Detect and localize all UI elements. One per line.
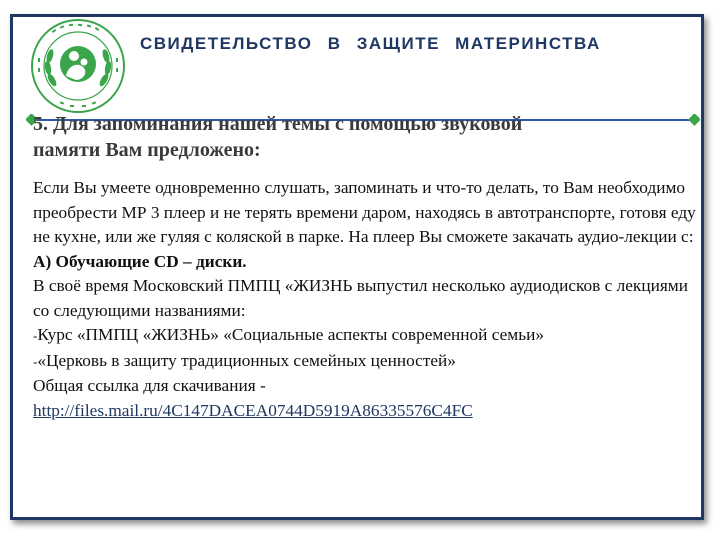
header-title: [140, 34, 700, 54]
cd-subheading: А) Обучающие CD – диски.: [33, 251, 247, 271]
list-dash: -: [33, 328, 38, 343]
slide-body: [33, 176, 698, 423]
download-label: Общая ссылка для скачивания -: [33, 376, 266, 395]
slide-heading-line2: памяти Вам предложено:: [33, 139, 261, 161]
header-title-word: СВИДЕТЕЛЬСТВО: [140, 34, 313, 53]
publisher-paragraph: В своё время Московский ПМПЦ «ЖИЗНЬ выпустил несколько аудиодисков с лекциями со следующими названиями:: [33, 276, 688, 320]
download-link[interactable]: http://files.mail.ru/4C147DACEA0744D5919A86335576C4FC: [33, 400, 473, 420]
organization-logo: [30, 18, 126, 114]
header-title-word: В: [327, 34, 342, 53]
list-item-text: Курс «ПМПЦ «ЖИЗНЬ» «Социальные аспекты современной семьи»: [37, 325, 544, 344]
list-item-text: «Церковь в защиту традиционных семейных ценностей»: [37, 350, 456, 370]
slide-heading-line1: 5. Для запоминания нашей темы с помощью звуковой: [33, 113, 523, 135]
intro-paragraph: Если Вы умеете одновременно слушать, запоминать и что-то делать, то Вам необходимо преобрести МР 3 плеер и не терять времени даром, находясь в автотранспорте, готовя еду не кухне, или же гуляя с коляской в парке. На плеер Вы сможете закачать аудио-лекции с:: [33, 178, 696, 246]
slide-heading: [33, 111, 693, 163]
list-item: [33, 349, 698, 375]
header-title-word: ЗАЩИТЕ: [356, 34, 440, 53]
list-item: [33, 323, 698, 349]
header-title-word: МАТЕРИНСТВА: [455, 34, 601, 53]
list-dash: -: [33, 353, 38, 369]
